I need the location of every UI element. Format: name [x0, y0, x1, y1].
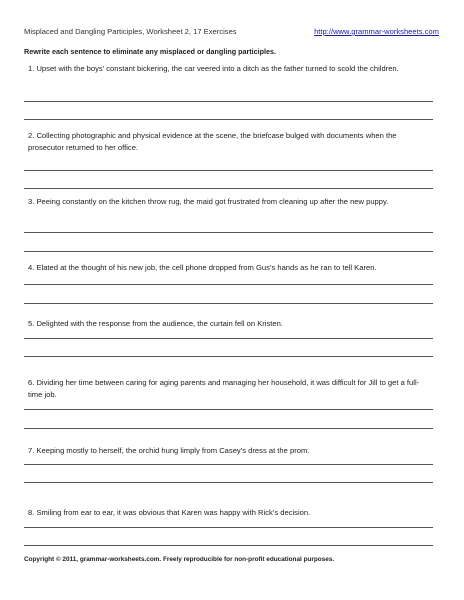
instructions: Rewrite each sentence to eliminate any misplaced or dangling participles. [24, 47, 277, 56]
exercise-prompt: 6. Dividing her time between caring for aging parents and managing her household, it was difficult for Jill to get a full-time job. [28, 378, 420, 399]
copyright-footer: Copyright © 2011, grammar-worksheets.com. Freely reproducible for non-profit educational purposes. [24, 556, 335, 563]
exercise-7 [24, 445, 433, 457]
exercise-prompt: 7. Keeping mostly to herself, the orchid hung limply from Casey’s dress at the prom. [28, 446, 310, 455]
exercise-prompt: 5. Delighted with the response from the audience, the curtain fell on Kristen. [28, 319, 283, 328]
answer-line[interactable] [24, 482, 433, 483]
website-link[interactable]: http://www.grammar-worksheets.com [314, 27, 439, 36]
answer-line[interactable] [24, 428, 433, 429]
exercise-prompt: 4. Elated at the thought of his new job, the cell phone dropped from Gus’s hands as he ran to tell Karen. [28, 263, 377, 272]
answer-line[interactable] [24, 409, 433, 410]
exercise-prompt: 2. Collecting photographic and physical evidence at the scene, the briefcase bulged with documents when the prosecutor returned to her office. [28, 131, 397, 152]
answer-line[interactable] [24, 251, 433, 252]
exercise-2 [24, 130, 433, 154]
worksheet-title: Misplaced and Dangling Participles, Worksheet 2, 17 Exercises [24, 27, 237, 36]
answer-line[interactable] [24, 232, 433, 233]
exercise-8 [24, 507, 433, 519]
answer-line[interactable] [24, 101, 433, 102]
answer-line[interactable] [24, 188, 433, 189]
exercise-3 [24, 196, 433, 208]
answer-line[interactable] [24, 338, 433, 339]
answer-line[interactable] [24, 356, 433, 357]
answer-line[interactable] [24, 119, 433, 120]
exercise-6 [24, 377, 433, 401]
answer-line[interactable] [24, 284, 433, 285]
exercise-prompt: 8. Smiling from ear to ear, it was obvious that Karen was happy with Rick’s decision. [28, 508, 311, 517]
answer-line[interactable] [24, 464, 433, 465]
answer-line[interactable] [24, 527, 433, 528]
exercise-5 [24, 318, 433, 330]
answer-line[interactable] [24, 545, 433, 546]
exercise-prompt: 1. Upset with the boys’ constant bickering, the car veered into a ditch as the father turned to scold the children. [28, 64, 399, 73]
exercise-4 [24, 262, 433, 274]
answer-line[interactable] [24, 303, 433, 304]
exercise-1 [24, 63, 433, 75]
exercise-prompt: 3. Peeing constantly on the kitchen throw rug, the maid got frustrated from cleaning up after the new puppy. [28, 197, 389, 206]
answer-line[interactable] [24, 170, 433, 171]
